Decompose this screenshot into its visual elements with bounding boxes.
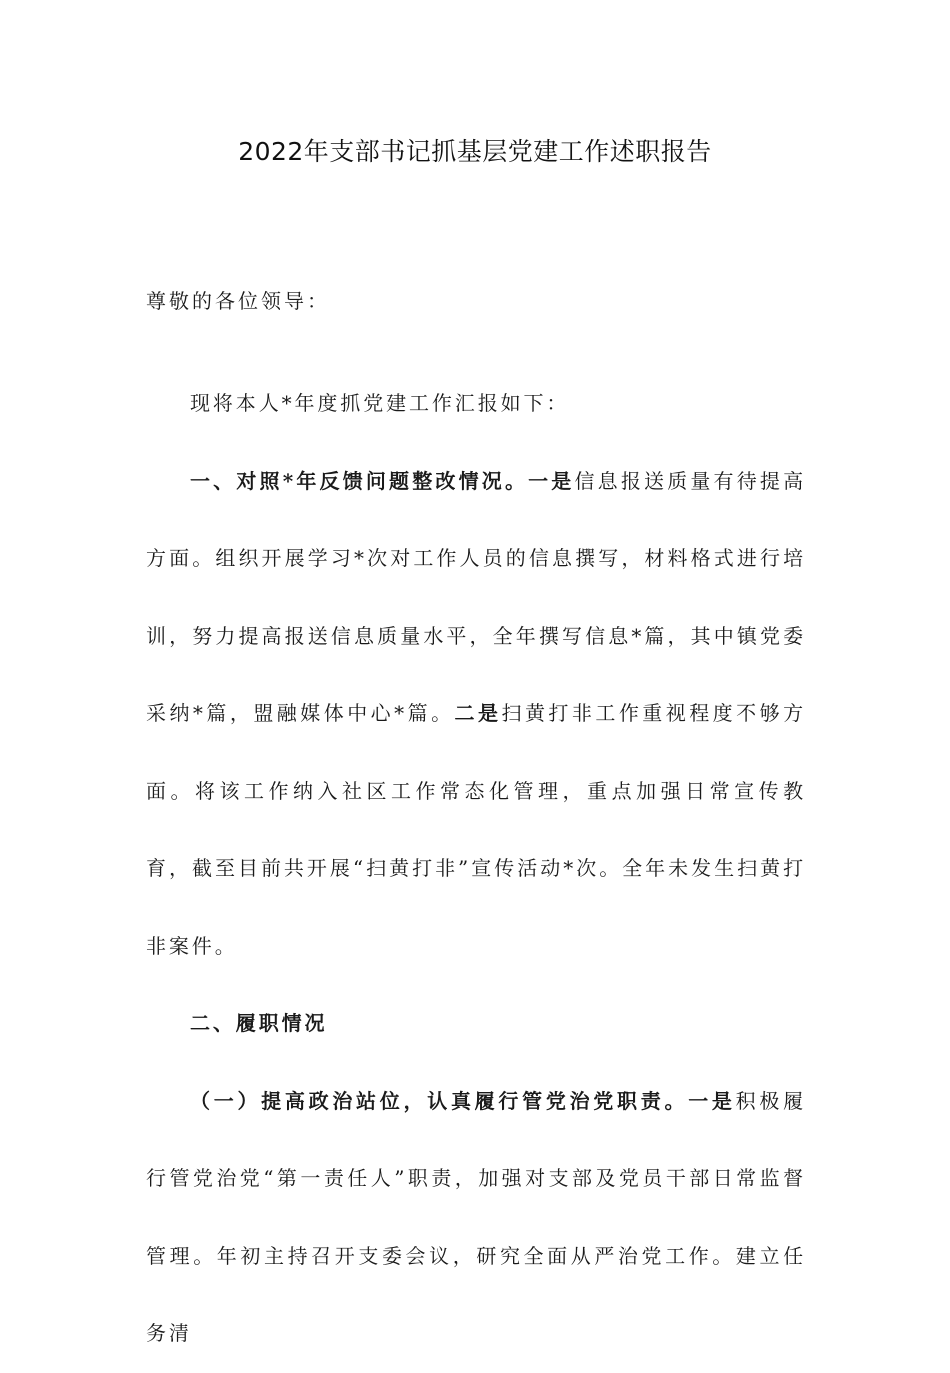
subsection1-paragraph — [146, 1063, 806, 1373]
intro-paragraph — [146, 365, 806, 443]
section1-paragraph — [146, 443, 806, 986]
section1-lead1: 一是 — [528, 468, 575, 493]
section1-heading: 一、对照*年反馈问题整改情况。 — [190, 468, 529, 493]
section2-paragraph — [146, 985, 806, 1063]
section2-heading: 二、履职情况 — [190, 1011, 328, 1035]
subsection1-lead1: 一是 — [688, 1088, 736, 1113]
document-body — [146, 365, 806, 1373]
intro-text: 现将本人*年度抓党建工作汇报如下： — [190, 391, 570, 415]
section1-text2: 扫黄打非工作重视程度不够方面。将该工作纳入社区工作常态化管理，重点加强日常宣传教育，截至目前共开展“扫黄打非”宣传活动*次。全年未发生扫黄打非案件。 — [146, 701, 806, 958]
document-title: 2022年支部书记抓基层党建工作述职报告 — [238, 137, 712, 166]
section1-lead2: 二是 — [454, 701, 502, 725]
subsection1-heading: （一）提高政治站位，认真履行管党治党职责。 — [190, 1088, 689, 1113]
salutation: 尊敬的各位领导： — [146, 289, 330, 313]
section1-text1: 信息报送质量有待提高方面。组织开展学习*次对工作人员的信息撰写，材料格式进行培训，努力提高报送信息质量水平，全年撰写信息*篇，其中镇党委采纳*篇，盟融媒体中心*篇。 — [146, 468, 806, 725]
subsection1-text1: 积极履行管党治党“第一责任人”职责，加强对支部及党员干部日常监督管理。年初主持召开支委会议，研究全面从严治党工作。建立任务清 — [146, 1088, 806, 1345]
